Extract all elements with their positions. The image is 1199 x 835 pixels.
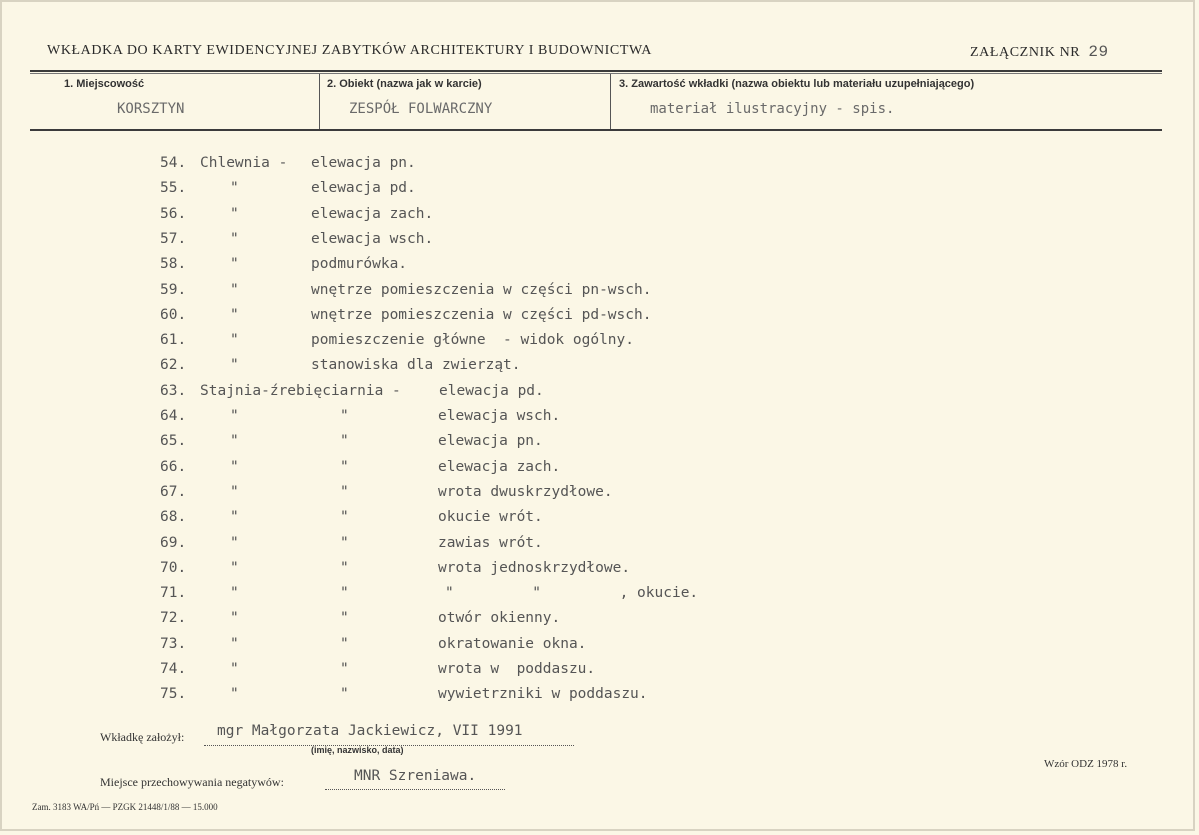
entry-row xyxy=(0,560,1199,582)
annex-block xyxy=(970,43,1109,61)
entry-row xyxy=(0,433,1199,455)
entry-object-ditto: " xyxy=(340,483,349,500)
entry-number: 73. xyxy=(160,635,187,652)
entry-number: 68. xyxy=(160,509,187,526)
column-1-label: 1. Miejscowość xyxy=(64,78,145,90)
entry-row xyxy=(0,484,1199,506)
entry-object-ditto: " xyxy=(340,686,349,703)
created-by-hint: (imię, nazwisko, data) xyxy=(311,745,404,755)
entry-object-ditto: " xyxy=(340,458,349,475)
column-3-label: 3. Zawartość wkładki (nazwa obiektu lub materiału uzupełniającego) xyxy=(619,78,975,90)
print-order: Zam. 3183 WA/Pń — PZGK 21448/1/88 — 15.000 xyxy=(32,802,218,812)
entry-object: " xyxy=(230,534,239,551)
entry-object: " xyxy=(230,433,239,450)
entry-object: " xyxy=(230,332,239,349)
entry-number: 56. xyxy=(160,205,187,222)
entry-description: elewacja pd. xyxy=(311,180,416,197)
entry-object: " xyxy=(230,610,239,627)
entry-object-ditto: " xyxy=(340,585,349,602)
header-bottom-rule xyxy=(30,129,1162,131)
entry-row xyxy=(0,282,1199,304)
storage-line xyxy=(325,789,505,790)
annex-label: ZAŁĄCZNIK NR xyxy=(970,45,1081,60)
entry-row xyxy=(0,180,1199,202)
entry-object-ditto: " xyxy=(340,661,349,677)
entry-description: " " , okucie. xyxy=(445,585,699,602)
entry-object: " xyxy=(230,306,239,323)
entry-description: elewacja pn. xyxy=(311,155,416,171)
entry-object: " xyxy=(230,458,239,475)
entry-description: podmurówka. xyxy=(311,256,408,273)
entry-row xyxy=(0,686,1199,708)
entry-number: 67. xyxy=(160,483,187,500)
entry-description: elewacja wsch. xyxy=(311,230,434,247)
column-divider xyxy=(610,74,611,129)
entry-number: 71. xyxy=(160,585,187,602)
entry-object-ditto: " xyxy=(340,534,349,551)
storage-label: Miejsce przechowywania negatywów: xyxy=(100,775,284,789)
entry-description: wnętrze pomieszczenia w części pn-wsch. xyxy=(311,281,652,298)
entry-number: 69. xyxy=(160,534,187,551)
entry-description: wywietrzniki w poddaszu. xyxy=(438,686,648,703)
entry-number: 62. xyxy=(160,357,187,374)
entry-row xyxy=(0,332,1199,354)
entry-object: " xyxy=(230,205,239,222)
entry-number: 61. xyxy=(160,332,187,349)
entry-description: okratowanie okna. xyxy=(438,635,587,652)
entry-object: " xyxy=(230,281,239,298)
entry-object: " xyxy=(230,483,239,500)
contents-value: materiał ilustracyjny - spis. xyxy=(650,101,895,117)
entry-row xyxy=(0,509,1199,531)
column-2-label: 2. Obiekt (nazwa jak w karcie) xyxy=(327,78,482,90)
entry-row xyxy=(0,636,1199,658)
entry-description: okucie wrót. xyxy=(438,509,543,526)
entry-number: 55. xyxy=(160,180,187,197)
entry-number: 72. xyxy=(160,610,187,627)
locality-value: KORSZTYN xyxy=(117,101,185,117)
entry-description: elewacja zach. xyxy=(438,458,561,475)
entry-row xyxy=(0,206,1199,228)
created-by-value: mgr Małgorzata Jackiewicz, VII 1991 xyxy=(217,723,523,739)
entry-number: 65. xyxy=(160,433,187,450)
entry-object: " xyxy=(230,585,239,602)
entry-description: stanowiska dla zwierząt. xyxy=(311,357,521,374)
entry-object-ditto: " xyxy=(340,635,349,652)
entry-object-ditto: " xyxy=(340,559,349,576)
entry-description: zawias wrót. xyxy=(438,534,543,551)
entry-row xyxy=(0,231,1199,253)
entry-object: " xyxy=(230,180,239,197)
entry-object: " xyxy=(230,661,239,677)
entry-description: wrota w poddaszu. xyxy=(438,661,596,677)
entry-row xyxy=(0,661,1199,683)
column-divider xyxy=(319,74,320,129)
entry-number: 74. xyxy=(160,661,187,677)
entry-number: 66. xyxy=(160,458,187,475)
entry-description: wrota jednoskrzydłowe. xyxy=(438,559,631,576)
entry-number: 63. xyxy=(160,382,187,399)
entry-object: " xyxy=(230,408,239,424)
entry-number: 64. xyxy=(160,408,187,424)
entry-object: " xyxy=(230,230,239,247)
entry-row xyxy=(0,256,1199,278)
entry-number: 59. xyxy=(160,281,187,298)
storage-value: MNR Szreniawa. xyxy=(354,768,477,784)
entry-object: " xyxy=(230,559,239,576)
entry-description: elewacja wsch. xyxy=(438,408,561,424)
entry-object-ditto: " xyxy=(340,433,349,450)
entry-number: 60. xyxy=(160,306,187,323)
entry-description: elewacja zach. xyxy=(311,205,434,222)
header-rule-thin xyxy=(30,73,1162,74)
entry-object: " xyxy=(230,509,239,526)
entry-row xyxy=(0,155,1199,177)
entry-object: " xyxy=(230,686,239,703)
entry-number: 54. xyxy=(160,155,187,171)
entry-description: wrota dwuskrzydłowe. xyxy=(438,483,613,500)
header-rule xyxy=(30,70,1162,72)
entry-description: otwór okienny. xyxy=(438,610,561,627)
entry-row xyxy=(0,357,1199,379)
annex-number: 29 xyxy=(1088,43,1109,61)
entry-object: " xyxy=(230,357,239,374)
entry-description: wnętrze pomieszczenia w części pd-wsch. xyxy=(311,306,652,323)
entry-object: " xyxy=(230,256,239,273)
entry-object: Chlewnia - xyxy=(200,155,288,171)
entry-number: 57. xyxy=(160,230,187,247)
entry-description: pomieszczenie główne - widok ogólny. xyxy=(311,332,635,349)
form-pattern: Wzór ODZ 1978 r. xyxy=(1044,758,1128,770)
form-title: WKŁADKA DO KARTY EWIDENCYJNEJ ZABYTKÓW ARCHITEKTURY I BUDOWNICTWA xyxy=(47,43,652,58)
entry-description: elewacja pd. xyxy=(439,382,544,399)
entry-description: elewacja pn. xyxy=(438,433,543,450)
object-value: ZESPÓŁ FOLWARCZNY xyxy=(349,101,493,117)
entry-row xyxy=(0,383,1199,405)
entry-object: Stajnia-źrebięciarnia - xyxy=(200,382,401,399)
entry-object-ditto: " xyxy=(340,509,349,526)
entry-row xyxy=(0,535,1199,557)
entry-row xyxy=(0,610,1199,632)
entry-object-ditto: " xyxy=(340,610,349,627)
entry-number: 70. xyxy=(160,559,187,576)
entry-row xyxy=(0,459,1199,481)
entry-row xyxy=(0,585,1199,607)
created-by-label: Wkładkę założył: xyxy=(100,730,185,744)
entry-row xyxy=(0,307,1199,329)
entry-number: 75. xyxy=(160,686,187,703)
entry-object-ditto: " xyxy=(340,408,349,424)
entry-object: " xyxy=(230,635,239,652)
entry-number: 58. xyxy=(160,256,187,273)
entry-row xyxy=(0,408,1199,430)
